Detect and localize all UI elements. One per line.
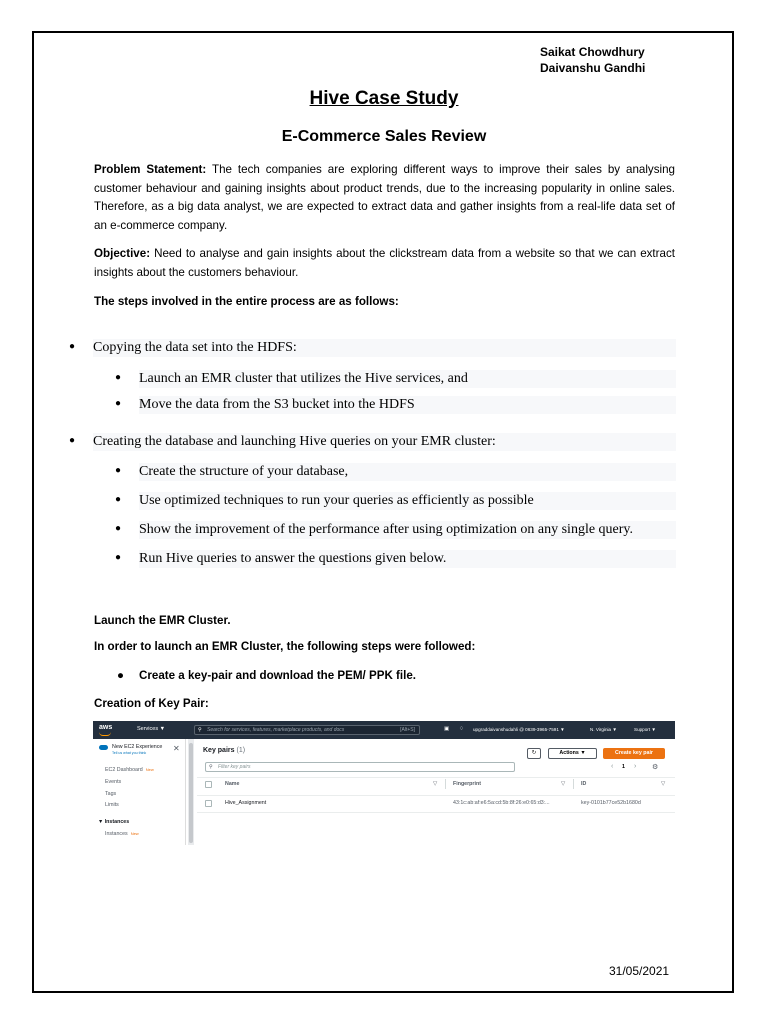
panel-title: Key pairs (1) — [203, 747, 246, 754]
launch-heading: Launch the EMR Cluster. — [94, 614, 231, 627]
key-pairs-panel — [197, 739, 675, 845]
page-number[interactable]: 1 — [622, 764, 625, 770]
key-pair-fingerprint: 43:1c:ab:af:e6:5a:cd:5b:8f:26:e0:65:d3:... — [453, 800, 550, 806]
sidebar-item-tags[interactable]: Tags — [105, 791, 117, 797]
problem-statement-text: The tech companies are exploring different ways to improve their sales by analysing customer behaviour and gaining insights about product trends, due to the increasing popularity in online sales. Therefore, as a big data analyst, we are expected to extract data and gather insights from a real-life data set of an e-commerce company. — [94, 163, 675, 232]
document-title: Hive Case Study — [309, 88, 459, 109]
ec2-sidebar — [93, 739, 186, 845]
support-menu[interactable]: Support ▼ — [634, 727, 656, 732]
row-bottom-line — [197, 812, 675, 813]
header-top-line — [197, 777, 675, 778]
search-shortcut: [Alt+S] — [400, 727, 415, 733]
column-divider — [445, 779, 446, 789]
authors — [540, 44, 645, 76]
sidebar-scroll-thumb[interactable] — [189, 743, 193, 843]
column-header-fingerprint[interactable]: Fingerprint — [453, 781, 481, 787]
cloudshell-icon[interactable]: ▣ — [444, 726, 450, 732]
prev-page-icon[interactable]: ‹ — [611, 763, 614, 770]
step-1-sub-1: ● Launch an EMR cluster that utilizes the Hive services, and — [139, 370, 676, 388]
sort-icon[interactable]: ▽ — [433, 781, 438, 787]
step-2-sub-3: ● Show the improvement of the performance after using optimization on any single query. — [139, 521, 676, 539]
column-header-id[interactable]: ID — [581, 781, 587, 787]
new-experience-toggle[interactable] — [99, 745, 108, 750]
objective-label: Objective: — [94, 247, 151, 260]
step-2-sub-1: ● Create the structure of your database, — [139, 463, 676, 481]
account-menu[interactable]: upgraddaivanshudahli @ 0639-3965-7591 ▼ — [473, 727, 565, 732]
aws-console-screenshot — [93, 721, 675, 845]
step-2-sub-4: ● Run Hive queries to answer the questions given below. — [139, 550, 676, 568]
search-icon: ⚲ — [209, 764, 213, 770]
gear-icon[interactable]: ⚙ — [652, 764, 659, 771]
header-bottom-line — [197, 795, 675, 796]
row-checkbox[interactable] — [205, 800, 212, 807]
objective-text: Need to analyse and gain insights about the clickstream data from a website so that we can extract insights about the customers behaviour. — [94, 247, 675, 279]
refresh-button[interactable]: ↻ — [527, 748, 541, 759]
sidebar-item-limits[interactable]: Limits — [105, 802, 119, 808]
services-menu[interactable]: Services ▼ — [137, 726, 166, 732]
sidebar-item-instances[interactable]: Instances New — [105, 831, 139, 837]
aws-smile-icon — [99, 732, 111, 736]
author-1: Saikat Chowdhury — [540, 45, 645, 59]
aws-logo[interactable]: aws — [99, 724, 113, 731]
sidebar-section-instances[interactable]: ▼ Instances — [98, 819, 130, 825]
key-pair-id: key-0101b77ce52b1680d — [581, 800, 641, 806]
toggle-label: New EC2 Experience — [112, 744, 163, 750]
sidebar-item-events[interactable]: Events — [105, 779, 122, 785]
problem-statement-label: Problem Statement: — [94, 163, 207, 176]
objective — [94, 245, 675, 282]
key-pair-name[interactable]: Hive_Assignment — [225, 800, 267, 806]
sort-icon[interactable]: ▽ — [661, 781, 666, 787]
actions-button[interactable]: Actions ▼ — [548, 748, 597, 759]
sort-icon[interactable]: ▽ — [561, 781, 566, 787]
toggle-sub[interactable]: Tell us what you think — [112, 751, 147, 755]
bell-icon[interactable]: ♢ — [459, 726, 464, 732]
create-key-pair-button[interactable]: Create key pair — [603, 748, 665, 759]
services-search-input[interactable]: ⚲ Search for services, features, marketplace products, and docs [Alt+S] — [194, 725, 420, 735]
sidebar-item-ec2-dashboard[interactable]: EC2 Dashboard New — [105, 767, 154, 773]
select-all-checkbox[interactable] — [205, 781, 212, 788]
aws-topbar — [93, 721, 675, 739]
search-icon: ⚲ — [198, 727, 202, 733]
step-1: ● Copying the data set into the HDFS: — [93, 339, 676, 357]
column-header-name[interactable]: Name — [225, 781, 240, 787]
step-2-sub-2: ● Use optimized techniques to run your queries as efficiently as possible — [139, 492, 676, 510]
next-page-icon[interactable]: › — [634, 763, 637, 770]
keypair-heading: Creation of Key Pair: — [94, 697, 209, 710]
filter-input[interactable]: ⚲ Filter key pairs — [205, 762, 515, 772]
step-1-sub-2: ● Move the data from the S3 bucket into the HDFS — [139, 396, 676, 414]
column-divider — [573, 779, 574, 789]
document-subtitle: E-Commerce Sales Review — [281, 128, 487, 145]
close-icon[interactable]: ✕ — [173, 744, 180, 753]
document-date: 31/05/2021 — [609, 964, 670, 978]
region-menu[interactable]: N. Virginia ▼ — [590, 727, 617, 732]
step-2: ● Creating the database and launching Hive queries on your EMR cluster: — [93, 433, 676, 451]
steps-intro: The steps involved in the entire process are as follows: — [94, 295, 399, 308]
problem-statement — [94, 161, 675, 235]
launch-bullet: ● Create a key-pair and download the PEM/ PPK file. — [117, 669, 417, 682]
launch-intro: In order to launch an EMR Cluster, the following steps were followed: — [94, 640, 476, 653]
author-2: Daivanshu Gandhi — [540, 61, 646, 75]
